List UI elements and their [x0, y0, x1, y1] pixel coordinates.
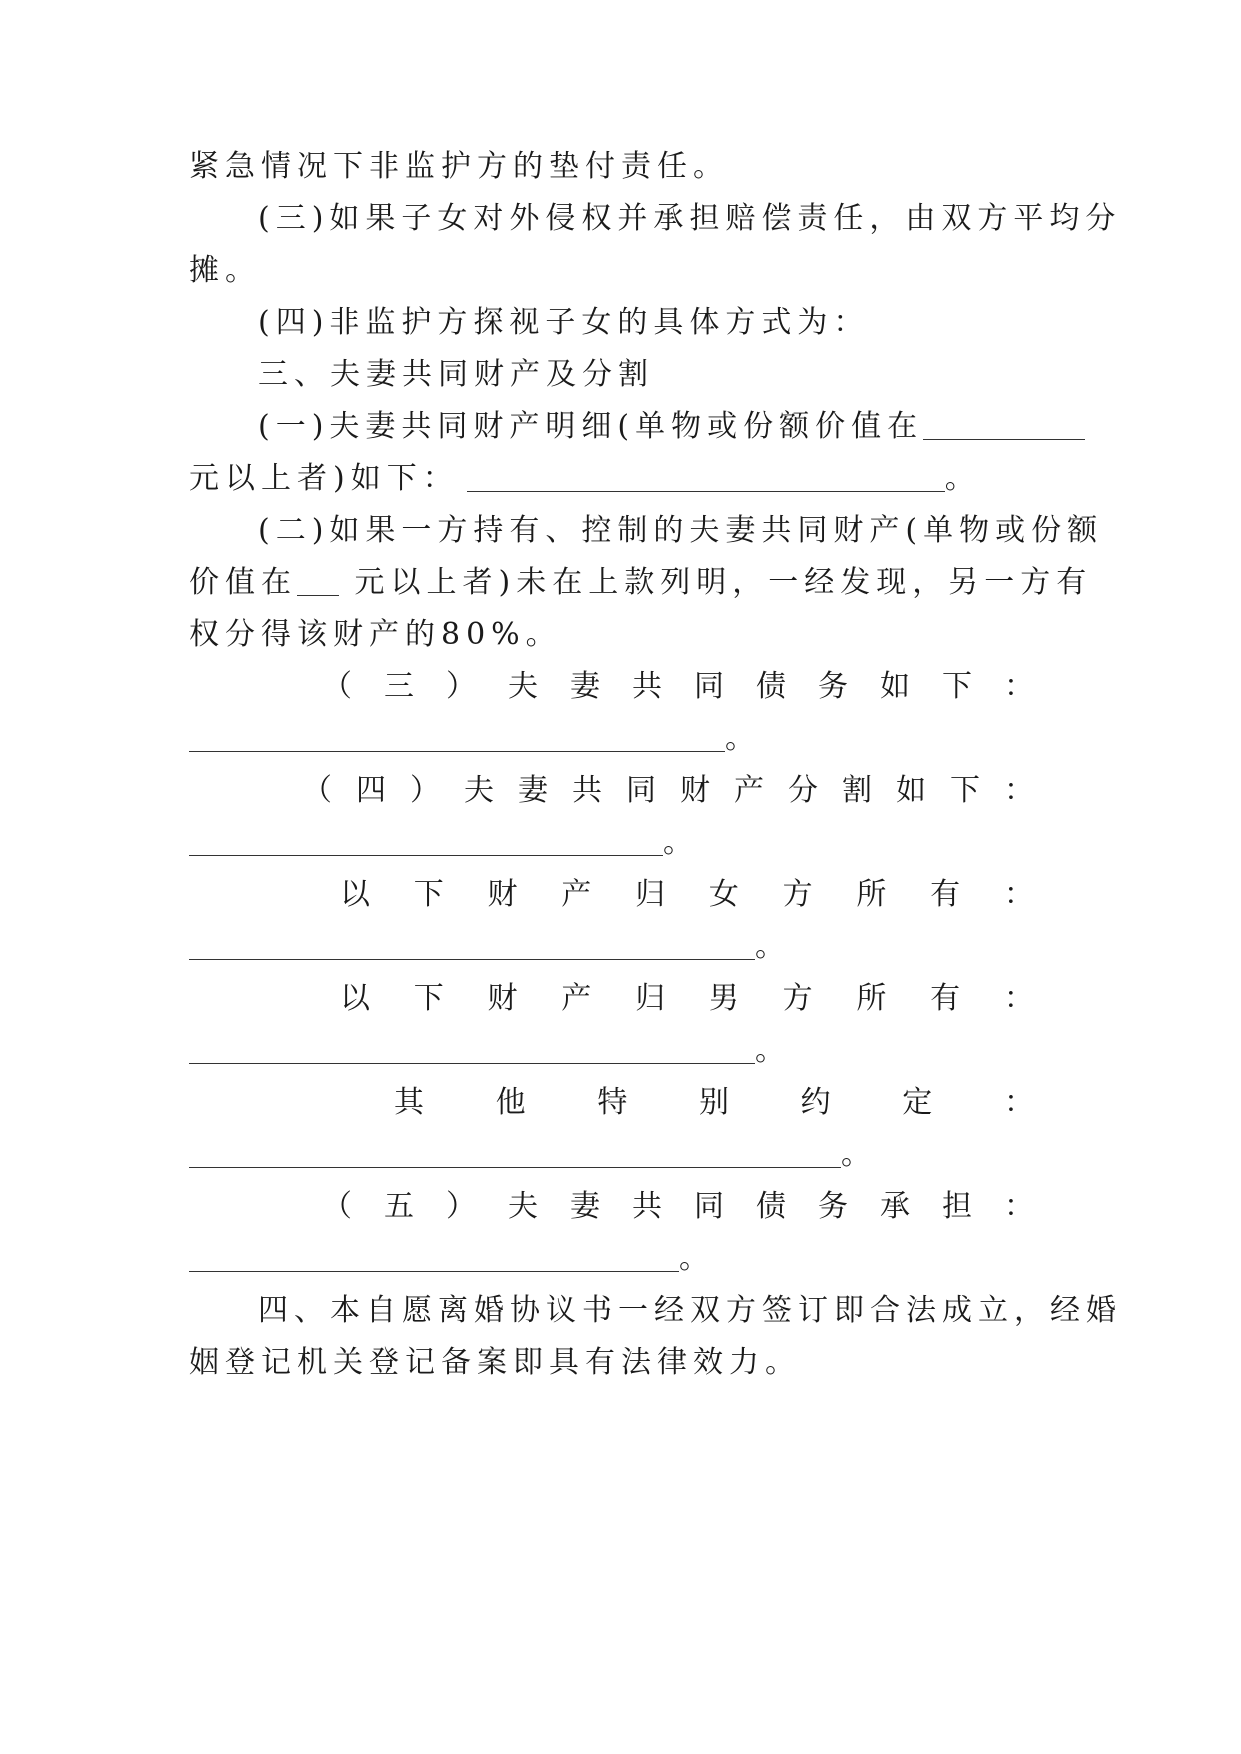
spread-char: 夫	[464, 773, 494, 808]
text-fragment: 。	[755, 929, 791, 964]
fill-blank	[189, 825, 663, 856]
spread-char: ：	[1004, 773, 1034, 808]
fill-blank	[189, 1033, 755, 1064]
spread-char: ）	[446, 669, 476, 704]
spread-char: 产	[561, 981, 592, 1016]
spread-char: 下	[413, 981, 444, 1016]
spread-char: 如	[880, 669, 910, 704]
spread-char: 务	[818, 1189, 848, 1224]
spread-char: 割	[842, 773, 872, 808]
spread-char: 妻	[570, 669, 600, 704]
text-line: (二)如果一方持有、控制的夫妻共同财产(单物或份额	[258, 513, 1104, 548]
spread-char: （	[302, 773, 332, 808]
spread-char: 承	[880, 1189, 910, 1224]
fill-blank	[297, 565, 339, 596]
spread-char: ：	[1003, 1085, 1034, 1120]
text-fragment: 。	[663, 825, 699, 860]
spread-char: 同	[694, 669, 724, 704]
text-fragment: 价值在	[189, 565, 297, 600]
fill-blank	[189, 721, 725, 752]
spread-char: （	[322, 1189, 352, 1224]
text-line	[189, 927, 1049, 967]
text-line	[258, 407, 1049, 447]
text-fragment: (一)夫妻共同财产明细(单物或份额价值在	[258, 409, 924, 444]
spread-char: ：	[1003, 981, 1034, 1016]
text-fragment: 。	[944, 461, 981, 496]
spread-char: 三	[384, 669, 414, 704]
fill-blank	[467, 461, 945, 492]
spread-line	[394, 1083, 1034, 1123]
spread-char: 下	[413, 877, 444, 912]
text-line: (四)非监护方探视子女的具体方式为：	[258, 305, 870, 340]
spread-line	[322, 1187, 1034, 1227]
spread-char: 别	[698, 1085, 729, 1120]
spread-line	[340, 979, 1034, 1019]
text-line: 紧急情况下非监护方的垫付责任。	[189, 149, 729, 184]
spread-char: 约	[800, 1085, 831, 1120]
text-line	[189, 1031, 1049, 1071]
spread-char: 特	[597, 1085, 628, 1120]
spread-char: 他	[495, 1085, 526, 1120]
spread-char: 下	[942, 669, 972, 704]
text-fragment: 元以上者)如下：	[189, 461, 459, 496]
spread-char: 夫	[508, 669, 538, 704]
text-line	[189, 563, 1093, 603]
spread-char: ）	[410, 773, 440, 808]
spread-char: 以	[340, 877, 370, 912]
spread-char: 下	[950, 773, 980, 808]
spread-char: （	[322, 669, 352, 704]
spread-char: 担	[942, 1189, 972, 1224]
spread-char: 共	[572, 773, 602, 808]
text-line	[189, 719, 1049, 759]
spread-line	[302, 771, 1034, 811]
spread-char: 财	[680, 773, 710, 808]
text-fragment: 。	[725, 721, 761, 756]
fill-blank	[189, 1241, 679, 1272]
spread-char: 男	[708, 981, 739, 1016]
text-fragment: 。	[841, 1137, 877, 1172]
spread-char: 归	[635, 981, 666, 1016]
spread-char: 财	[487, 877, 518, 912]
spread-char: 共	[632, 669, 662, 704]
text-line	[189, 1239, 1049, 1279]
spread-char: 妻	[518, 773, 548, 808]
fill-blank	[189, 1137, 841, 1168]
spread-char: ：	[1004, 1189, 1034, 1224]
spread-line	[340, 875, 1034, 915]
spread-char: 财	[487, 981, 518, 1016]
text-line	[189, 823, 1049, 863]
spread-char: 夫	[508, 1189, 538, 1224]
spread-line	[322, 667, 1034, 707]
spread-char: 债	[756, 1189, 786, 1224]
section-heading: 三、夫妻共同财产及分割	[258, 357, 654, 392]
spread-char: 如	[896, 773, 926, 808]
spread-char: 所	[856, 877, 887, 912]
text-line: 摊。	[189, 253, 261, 288]
spread-char: 方	[782, 877, 813, 912]
spread-char: 务	[818, 669, 848, 704]
spread-char: ）	[446, 1189, 476, 1224]
fill-blank	[923, 409, 1085, 440]
text-line: 权分得该财产的80%。	[189, 617, 562, 652]
text-fragment: 。	[679, 1241, 715, 1276]
spread-char: 产	[734, 773, 764, 808]
spread-char: ：	[1003, 877, 1034, 912]
spread-char: 同	[626, 773, 656, 808]
spread-char: 债	[756, 669, 786, 704]
text-line	[189, 1135, 1049, 1175]
spread-char: 所	[856, 981, 887, 1016]
spread-char: 以	[340, 981, 370, 1016]
spread-char: 有	[930, 877, 961, 912]
text-line	[189, 459, 1049, 499]
spread-char: 分	[788, 773, 818, 808]
spread-char: 产	[561, 877, 592, 912]
text-fragment: 元以上者)未在上款列明，一经发现，另一方有	[339, 565, 1093, 600]
spread-char: ：	[1004, 669, 1034, 704]
spread-char: 妻	[570, 1189, 600, 1224]
spread-char: 归	[635, 877, 666, 912]
text-line: 四、本自愿离婚协议书一经双方签订即合法成立，经婚	[258, 1293, 1122, 1328]
text-line: 姻登记机关登记备案即具有法律效力。	[189, 1345, 801, 1380]
fill-blank	[189, 929, 755, 960]
spread-char: 共	[632, 1189, 662, 1224]
spread-char: 方	[782, 981, 813, 1016]
spread-char: 同	[694, 1189, 724, 1224]
spread-char: 有	[930, 981, 961, 1016]
spread-char: 定	[902, 1085, 933, 1120]
spread-char: 女	[708, 877, 739, 912]
spread-char: 其	[394, 1085, 424, 1120]
spread-char: 四	[356, 773, 386, 808]
spread-char: 五	[384, 1189, 414, 1224]
text-line: (三)如果子女对外侵权并承担赔偿责任，由双方平均分	[258, 201, 1122, 236]
text-fragment: 。	[755, 1033, 791, 1068]
